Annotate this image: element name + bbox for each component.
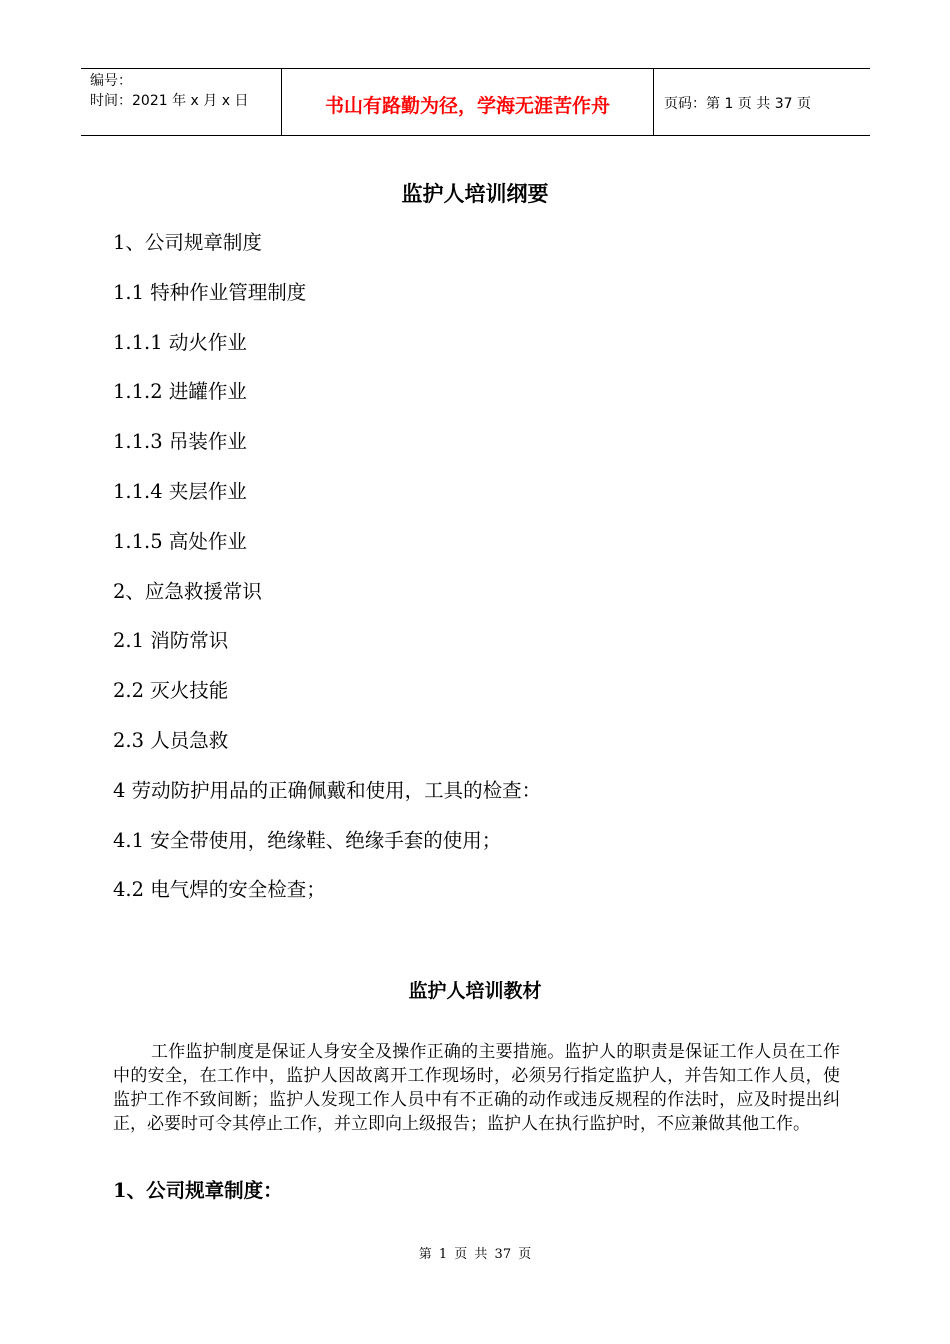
document-number-label: 编号：: [90, 73, 132, 89]
outline-item: 1.1.5 高处作业: [113, 529, 247, 553]
page-title: 监护人培训纲要: [401, 181, 549, 206]
outline-item: 1.1.2 进罐作业: [113, 380, 247, 404]
header-table: [81, 68, 870, 136]
outline-item: 1.1.3 吊装作业: [113, 430, 247, 454]
outline-item: 2.1 消防常识: [113, 629, 229, 653]
outline-item: 1.1.4 夹层作业: [113, 479, 247, 503]
page-footer: 第 1 页 共 37 页: [418, 1247, 532, 1262]
outline-item: 4.2 电气焊的安全检查；: [113, 878, 326, 902]
header-motto: 书山有路勤为径，学海无涯苦作舟: [282, 69, 654, 135]
outline-item: 1.1.1 动火作业: [113, 330, 247, 354]
outline-item: 2、应急救援常识: [113, 579, 262, 603]
training-outline: [113, 228, 541, 925]
document-time-label: 时间：2021 年 x 月 x 日: [90, 93, 249, 109]
outline-item: 1、公司规章制度: [113, 231, 262, 254]
outline-item: 2.2 灭火技能: [113, 679, 229, 703]
section-title: 监护人培训教材: [408, 980, 542, 1002]
outline-item: 2.3 人员急救: [113, 728, 229, 752]
header-page-info: 页码：第 1 页 共 37 页: [664, 96, 811, 112]
outline-item: 1.1 特种作业管理制度: [113, 280, 307, 304]
outline-item: 4.1 安全带使用，绝缘鞋、绝缘手套的使用；: [113, 828, 502, 852]
section-heading: 1、公司规章制度：: [113, 1179, 283, 1202]
outline-item: 4 劳动防护用品的正确佩戴和使用，工具的检查：: [113, 778, 542, 802]
body-paragraph: 工作监护制度是保证人身安全及操作正确的主要措施。监护人的职责是保证工作人员在工作中的安全，在工作中，监护人因故离开工作现场时，必须另行指定监护人，并告知工作人员，使监护工作不致间断；监护人发现工作人员中有不正确的动作或违反规程的作法时，应及时提出纠正，必要时可令其停止工作，并立即向上级报告；监护人在执行监护时，不应兼做其他工作。: [113, 1042, 840, 1134]
header-meta-cell: [81, 69, 282, 135]
